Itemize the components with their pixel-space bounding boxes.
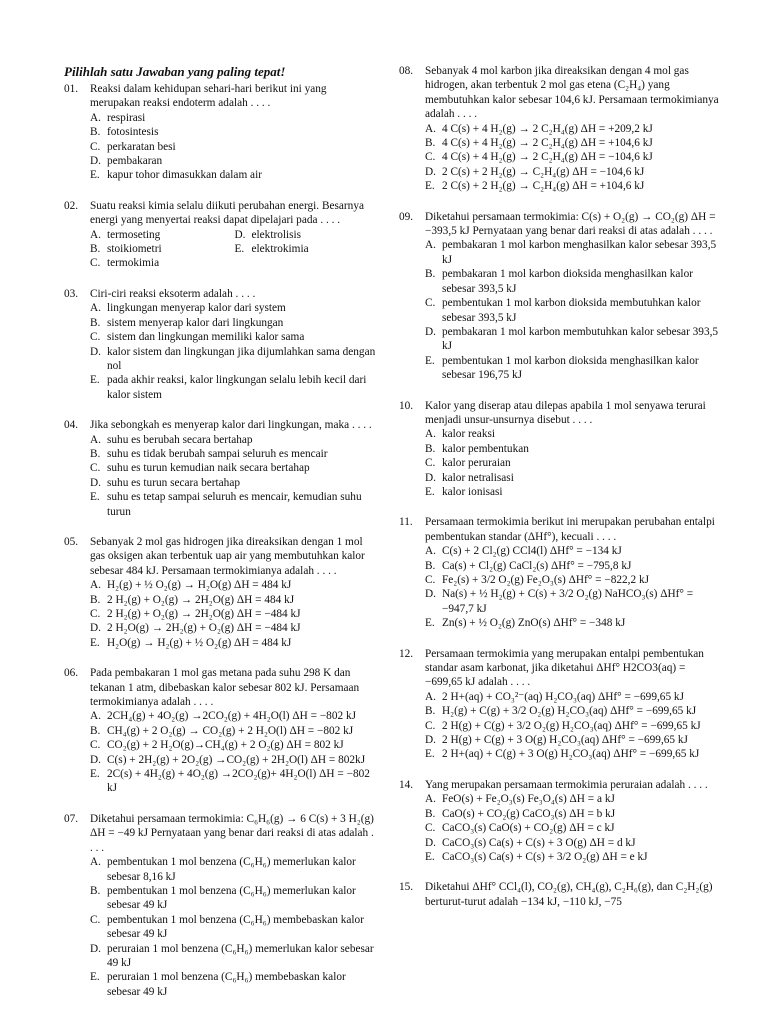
question-text: Sebanyak 2 mol gas hidrogen jika direaksikan dengan 1 mol gas oksigen akan terbentuk uap air yang membutuhkan kalor sebesar 484 kJ. Persamaan termokimianya adalah . . . .	[90, 535, 365, 577]
answer-option[interactable]	[90, 242, 235, 256]
option-text: suhu es turun secara bertahap	[107, 476, 240, 489]
answer-option[interactable]	[90, 373, 379, 402]
question-number: 05.	[64, 535, 79, 548]
answer-option[interactable]	[425, 150, 719, 164]
answer-option[interactable]	[90, 884, 379, 913]
answer-option[interactable]	[425, 456, 719, 470]
answer-option[interactable]	[425, 485, 719, 499]
option-text: 4 C(s) + 4 H₂(g) → 2 C₂H₄(g) ΔH = +104,6 kJ	[442, 137, 653, 150]
answer-option[interactable]	[425, 792, 719, 806]
answer-option[interactable]	[425, 238, 719, 267]
answer-option[interactable]	[425, 747, 719, 761]
question-08	[399, 64, 719, 194]
option-letter: D.	[90, 753, 101, 766]
option-text: kalor netralisasi	[442, 471, 514, 484]
option-letter: D.	[425, 325, 436, 338]
option-text: suhu es turun kemudian naik secara bertahap	[107, 462, 310, 475]
option-text: H₂O(g) → H₂(g) + ½ O₂(g) ΔH = 484 kJ	[107, 636, 292, 649]
option-letter: E.	[90, 374, 100, 387]
option-text: Zn(s) + ½ O₂(g) ZnO(s) ΔHf° = −348 kJ	[442, 617, 626, 630]
answer-option[interactable]	[90, 578, 379, 592]
option-letter: C.	[90, 140, 101, 153]
option-text: H₂(g) + ½ O₂(g) → H₂O(g) ΔH = 484 kJ	[107, 579, 292, 592]
question-text: Diketahui ΔHf° CCl₄(l), CO₂(g), CH₄(g), C₂H₆(g), dan C₂H₂(g) berturut-turut adalah −134 kJ, −110 kJ, −75	[425, 881, 713, 908]
option-text: kalor ionisasi	[442, 485, 503, 498]
option-letter: D.	[425, 734, 436, 747]
option-letter: B.	[425, 705, 436, 718]
answer-options	[425, 427, 719, 499]
option-letter: C.	[90, 462, 101, 475]
answer-option[interactable]	[90, 913, 379, 942]
answer-option[interactable]	[90, 433, 379, 447]
option-text: suhu es berubah secara bertahap	[107, 433, 253, 446]
option-letter: E.	[425, 748, 435, 761]
option-text: elektrolisis	[251, 228, 302, 241]
option-text: Fe₂(s) + 3/2 O₂(g) Fe₂O₃(s) ΔHf° = −822,2 kJ	[442, 574, 649, 586]
option-text: stoikiometri	[107, 243, 162, 256]
answer-option[interactable]	[90, 345, 379, 374]
option-letter: E.	[425, 617, 435, 630]
option-text: peruraian 1 mol benzena (C₆H₆) membebaskan kalor sebesar 49 kJ	[107, 971, 346, 998]
option-text: C(s) + 2H₂(g) + 2O₂(g) →CO₂(g) + 2H₂O(l) ΔH = 802kJ	[107, 753, 366, 766]
answer-option[interactable]	[425, 836, 719, 850]
answer-option[interactable]	[90, 942, 379, 971]
option-letter: A.	[425, 122, 436, 135]
option-text: H₂(g) + C(g) + 3/2 O₂(g) H₂CO₃(aq) ΔHf° = −699,65 kJ	[442, 705, 697, 718]
option-letter: C.	[425, 719, 436, 732]
option-letter: A.	[90, 111, 101, 124]
option-text: 2 H+(aq) + C(g) + 3 O(g) H₂CO₃(aq) ΔHf° = −699,65 kJ	[442, 748, 700, 761]
question-number: 03.	[64, 287, 79, 300]
answer-option[interactable]	[425, 587, 719, 616]
option-text: kalor reaksi	[442, 428, 496, 441]
answer-option[interactable]	[90, 753, 379, 767]
option-letter: E.	[425, 485, 435, 498]
question-number: 06.	[64, 667, 79, 680]
question-number: 04.	[64, 419, 79, 432]
answer-options	[90, 855, 379, 999]
question-number: 14.	[399, 778, 414, 791]
option-letter: D.	[425, 471, 436, 484]
question-number: 08.	[399, 65, 414, 77]
option-letter: C.	[90, 608, 101, 620]
option-text: 2CH₄(g) + 4O₂(g) →2CO₂(g) + 4H₂O(l) ΔH = −802 kJ	[107, 710, 357, 723]
answer-option[interactable]	[90, 168, 379, 182]
question-text: Suatu reaksi kimia selalu diikuti perubahan energi. Besarnya energi yang menyertai reaksi dapat dipelajari pada . . . .	[90, 199, 364, 227]
answer-option[interactable]	[235, 228, 380, 242]
option-text: 2 C(s) + 2 H₂(g) → C₂H₄(g) ΔH = +104,6 kJ	[442, 180, 645, 193]
question-text: Jika sebongkah es menyerap kalor dari lingkungan, maka . . . .	[90, 419, 372, 432]
option-letter: C.	[425, 574, 436, 586]
option-text: kapur tohor dimasukkan dalam air	[107, 169, 262, 182]
option-letter: C.	[425, 297, 436, 310]
option-text: termoseting	[107, 228, 161, 241]
right-column	[399, 64, 719, 909]
answer-options	[90, 301, 379, 402]
option-text: sistem menyerap kalor dari lingkungan	[107, 316, 284, 329]
answer-option[interactable]	[425, 427, 719, 441]
question-text: Ciri-ciri reaksi eksoterm adalah . . . .	[90, 287, 256, 300]
answer-options	[90, 578, 379, 650]
option-letter: E.	[425, 354, 435, 367]
option-text: 4 C(s) + 4 H₂(g) → 2 C₂H₄(g) ΔH = +209,2 kJ	[442, 122, 653, 135]
question-05	[64, 535, 379, 650]
option-letter: B.	[90, 724, 101, 737]
option-text: pada akhir reaksi, kalor lingkungan selalu lebih kecil dari kalor sistem	[107, 374, 367, 401]
question-02	[64, 199, 379, 271]
question-number: 09.	[399, 210, 414, 223]
option-letter: B.	[90, 126, 101, 139]
option-text: CaCO₃(s) CaO(s) + CO₂(g) ΔH = c kJ	[442, 822, 615, 835]
question-number: 11.	[399, 516, 413, 529]
answer-option[interactable]	[425, 179, 719, 193]
question-04	[64, 418, 379, 519]
option-text: pembentukan 1 mol karbon dioksida membutuhkan kalor sebesar 393,5 kJ	[442, 297, 701, 324]
option-letter: D.	[234, 228, 246, 241]
option-letter: D.	[90, 622, 101, 635]
answer-options	[425, 792, 719, 864]
answer-option[interactable]	[90, 228, 235, 242]
question-text: Persamaan termokimia yang merupakan entalpi pembentukan standar asam karbonat, jika diketahui ΔHf° H2CO3(aq) = −699,65 kJ adalah . . . .	[425, 647, 704, 689]
option-letter: D.	[425, 165, 436, 178]
answer-option[interactable]	[90, 621, 379, 635]
answer-option[interactable]	[425, 296, 719, 325]
question-07	[64, 812, 379, 999]
right-question-list	[399, 64, 719, 909]
option-text: pembentukan 1 mol benzena (C₆H₆) memerlukan kalor sebesar 49 kJ	[107, 884, 356, 912]
option-text: FeO(s) + Fe₂O₃(s) Fe₃O₄(s) ΔH = a kJ	[442, 793, 615, 806]
answer-option[interactable]	[425, 559, 719, 573]
option-text: lingkungan menyerap kalor dari system	[107, 302, 286, 315]
answer-option[interactable]	[425, 442, 719, 456]
answer-option[interactable]	[425, 704, 719, 718]
answer-option[interactable]	[425, 544, 719, 558]
answer-option[interactable]	[90, 111, 379, 125]
answer-option[interactable]	[90, 316, 379, 330]
option-letter: E.	[90, 971, 100, 984]
question-number: 12.	[399, 647, 414, 660]
answer-option[interactable]	[90, 607, 379, 621]
answer-option[interactable]	[425, 136, 719, 150]
answer-option[interactable]	[90, 476, 379, 490]
left-question-list	[64, 82, 379, 999]
answer-options	[425, 122, 719, 194]
option-text: kalor peruraian	[442, 457, 511, 470]
answer-option[interactable]	[425, 807, 719, 821]
option-text: respirasi	[107, 111, 146, 124]
option-text: sistem dan lingkungan memiliki kalor sama	[107, 331, 305, 344]
option-letter: E.	[425, 180, 435, 193]
question-number: 02.	[64, 199, 79, 212]
option-letter: E.	[90, 636, 100, 649]
option-letter: B.	[425, 268, 436, 281]
left-column	[64, 64, 379, 1015]
option-letter: D.	[425, 588, 436, 601]
option-letter: A.	[425, 545, 436, 558]
option-text: pembentukan 1 mol karbon dioksida menghasilkan kalor sebesar 196,75 kJ	[442, 354, 699, 382]
option-text: pembakaran 1 mol karbon membutuhkan kalor sebesar 393,5 kJ	[442, 325, 719, 353]
answer-option[interactable]	[425, 850, 719, 864]
option-text: C(s) + 2 Cl₂(g) CCl4(l) ΔHf° = −134 kJ	[442, 545, 622, 558]
answer-option[interactable]	[90, 636, 379, 650]
option-letter: E.	[90, 768, 100, 781]
option-letter: A.	[90, 710, 101, 723]
option-text: termokimia	[107, 257, 160, 270]
option-letter: A.	[90, 433, 101, 446]
option-letter: A.	[90, 302, 101, 315]
option-letter: E.	[90, 491, 100, 504]
instruction-heading: Pilihlah satu Jawaban yang paling tepat!	[64, 64, 286, 79]
answer-option[interactable]	[90, 140, 379, 154]
answer-option[interactable]	[425, 471, 719, 485]
option-text: Na(s) + ½ H₂(g) + C(s) + 3/2 O₂(g) NaHCO₃(s) ΔHf° = −947,7 kJ	[442, 588, 694, 615]
option-letter: A.	[90, 228, 101, 241]
option-text: CaO(s) + CO₂(g) CaCO₃(s) ΔH = b kJ	[442, 807, 616, 820]
answer-option[interactable]	[90, 738, 379, 752]
question-text: Diketahui persamaan termokimia: C(s) + O₂(g) → CO₂(g) ΔH = −393,5 kJ Pernyataan yang benar dari reaksi di atas adalah . . . .	[425, 210, 716, 238]
option-letter: A.	[90, 856, 101, 869]
answer-option[interactable]	[90, 447, 379, 461]
answer-option[interactable]	[425, 267, 719, 296]
answer-options	[425, 690, 719, 762]
question-10	[399, 399, 719, 500]
option-letter: B.	[90, 243, 101, 256]
answer-option[interactable]	[425, 733, 719, 747]
option-letter: D.	[90, 155, 101, 168]
option-letter: D.	[90, 476, 101, 489]
option-text: Ca(s) + Cl₂(g) CaCl₂(s) ΔHf° = −795,8 kJ	[442, 559, 632, 572]
question-01	[64, 82, 379, 183]
option-text: 2 H₂(g) + O₂(g) → 2H₂O(g) ΔH = −484 kJ	[107, 608, 301, 620]
option-text: fotosintesis	[107, 126, 159, 139]
answer-options	[90, 228, 379, 271]
option-text: CH₄(g) + 2 O₂(g) → CO₂(g) + 2 H₂O(l) ΔH = −802 kJ	[107, 724, 354, 737]
option-text: pembakaran	[107, 155, 163, 168]
option-letter: A.	[425, 239, 436, 252]
answer-option[interactable]	[90, 724, 379, 738]
question-number: 10.	[399, 399, 414, 412]
option-text: CO₂(g) + 2 H₂O(g)→CH₄(g) + 2 O₂(g) ΔH = 802 kJ	[107, 739, 344, 752]
option-letter: C.	[90, 257, 101, 270]
option-letter: C.	[90, 331, 101, 344]
question-text: Persamaan termokimia berikut ini merupakan perubahan entalpi pembentukan standar (ΔHf°), kecuali . . . .	[425, 516, 715, 543]
option-text: pembakaran 1 mol karbon menghasilkan kalor sebesar 393,5 kJ	[442, 239, 717, 266]
option-letter: B.	[425, 807, 436, 820]
option-text: 2 H₂O(g) → 2H₂(g) + O₂(g) ΔH = −484 kJ	[107, 622, 301, 635]
answer-option[interactable]	[90, 330, 379, 344]
question-number: 15.	[399, 881, 414, 894]
answer-option[interactable]	[90, 461, 379, 475]
answer-option[interactable]	[90, 301, 379, 315]
answer-option[interactable]	[90, 154, 379, 168]
answer-options	[425, 544, 719, 630]
option-text: CaCO₃(s) Ca(s) + C(s) + 3/2 O₂(g) ΔH = e kJ	[442, 850, 648, 863]
answer-option[interactable]	[90, 767, 379, 796]
option-letter: E.	[90, 169, 100, 182]
option-text: peruraian 1 mol benzena (C₆H₆) memerlukan kalor sebesar 49 kJ	[107, 942, 374, 969]
answer-options	[90, 433, 379, 519]
option-text: pembentukan 1 mol benzena (C₆H₆) memerlukan kalor sebesar 8,16 kJ	[107, 856, 356, 883]
question-text: Sebanyak 4 mol karbon jika direaksikan dengan 4 mol gas hidrogen, akan terbentuk 2 mol gas etena (C₂H₄) yang membutuhkan kalor sebesar 104,6 kJ. Persamaan termokimianya adalah . . . .	[425, 65, 719, 121]
option-letter: B.	[425, 559, 436, 572]
option-letter: B.	[90, 316, 101, 329]
option-text: 2 C(s) + 2 H₂(g) → C₂H₄(g) ΔH = −104,6 kJ	[442, 165, 645, 178]
option-letter: B.	[425, 442, 436, 455]
answer-option[interactable]	[90, 593, 379, 607]
option-letter: A.	[425, 793, 436, 806]
question-text: Diketahui persamaan termokimia: C₆H₆(g) → 6 C(s) + 3 H₂(g) ΔH = −49 kJ Pernyataan yang benar dari reaksi di atas adalah . . . .	[90, 812, 374, 854]
option-letter: C.	[425, 457, 436, 470]
question-text: Pada pembakaran 1 mol gas metana pada suhu 298 K dan tekanan 1 atm, dibebaskan kalor sebesar 802 kJ. Persamaan termokimianya adalah . . . .	[90, 667, 360, 709]
question-number: 07.	[64, 812, 79, 825]
option-letter: A.	[90, 579, 101, 592]
question-09	[399, 210, 719, 383]
answer-option[interactable]	[425, 821, 719, 835]
answer-options	[90, 709, 379, 795]
answer-option[interactable]	[425, 616, 719, 630]
option-text: 2C(s) + 4H₂(g) + 4O₂(g) →2CO₂(g)+ 4H₂O(l) ΔH = −802 kJ	[107, 768, 370, 795]
question-06	[64, 666, 379, 796]
option-letter: E.	[425, 850, 435, 863]
answer-option[interactable]	[90, 256, 235, 270]
option-text: pembentukan 1 mol benzena (C₆H₆) membebaskan kalor sebesar 49 kJ	[107, 913, 364, 941]
question-text: Reaksi dalam kehidupan sehari-hari berikut ini yang merupakan reaksi endoterm adalah . . . .	[90, 83, 327, 110]
option-letter: B.	[90, 447, 101, 460]
question-number: 01.	[64, 83, 79, 95]
answer-option[interactable]	[425, 354, 719, 383]
option-text: suhu es tidak berubah sampai seluruh es mencair	[107, 447, 328, 460]
answer-options	[425, 238, 719, 382]
option-text: perkaratan besi	[107, 140, 176, 153]
answer-option[interactable]	[235, 242, 380, 256]
answer-option[interactable]	[425, 325, 719, 354]
answer-option[interactable]	[425, 690, 719, 704]
question-text: Yang merupakan persamaan termokimia peruraian adalah . . . .	[425, 778, 708, 791]
option-letter: A.	[425, 428, 436, 441]
option-text: 2 H(g) + C(g) + 3 O(g) H₂CO₃(aq) ΔHf° = −699,65 kJ	[442, 734, 688, 747]
option-letter: D.	[90, 942, 101, 955]
option-letter: B.	[90, 884, 101, 897]
option-text: 2 H+(aq) + CO₃²⁻(aq) H₂CO₃(aq) ΔHf° = −699,65 kJ	[442, 690, 684, 703]
answer-option[interactable]	[425, 573, 719, 587]
option-letter: E.	[234, 243, 245, 256]
question-03	[64, 287, 379, 402]
answer-option[interactable]	[90, 855, 379, 884]
answer-option[interactable]	[90, 709, 379, 723]
option-text: pembakaran 1 mol karbon dioksida menghasilkan kalor sebesar 393,5 kJ	[442, 268, 693, 295]
option-letter: C.	[425, 151, 436, 164]
option-letter: C.	[90, 913, 101, 926]
answer-option[interactable]	[425, 122, 719, 136]
question-14	[399, 778, 719, 864]
option-letter: A.	[425, 690, 436, 703]
option-text: kalor sistem dan lingkungan jika dijumlahkan sama dengan nol	[107, 345, 376, 372]
option-letter: C.	[425, 822, 436, 835]
answer-options	[90, 111, 379, 183]
option-text: CaCO₃(s) Ca(s) + C(s) + 3 O(g) ΔH = d kJ	[442, 836, 636, 849]
option-text: 2 H(g) + C(g) + 3/2 O₂(g) H₂CO₃(aq) ΔHf° = −699,65 kJ	[442, 719, 701, 732]
option-letter: D.	[90, 345, 101, 358]
answer-option[interactable]	[90, 970, 379, 999]
answer-option[interactable]	[425, 165, 719, 179]
option-letter: C.	[90, 739, 101, 752]
option-text: 2 H₂(g) + O₂(g) → 2H₂O(g) ΔH = 484 kJ	[107, 593, 295, 606]
option-letter: D.	[425, 836, 436, 849]
option-text: elektrokimia	[251, 243, 309, 256]
question-11	[399, 515, 719, 630]
answer-option[interactable]	[90, 490, 379, 519]
question-15	[399, 880, 719, 909]
option-letter: B.	[90, 593, 101, 606]
option-text: suhu es tetap sampai seluruh es mencair, kemudian suhu turun	[107, 491, 362, 518]
option-text: 4 C(s) + 4 H₂(g) → 2 C₂H₄(g) ΔH = −104,6 kJ	[442, 151, 653, 164]
question-12	[399, 647, 719, 762]
question-text: Kalor yang diserap atau dilepas apabila 1 mol senyawa terurai menjadi unsur-unsurnya disebut . . . .	[425, 399, 706, 426]
answer-option[interactable]	[90, 125, 379, 139]
answer-option[interactable]	[425, 719, 719, 733]
option-text: kalor pembentukan	[442, 442, 529, 455]
option-letter: B.	[425, 137, 436, 150]
